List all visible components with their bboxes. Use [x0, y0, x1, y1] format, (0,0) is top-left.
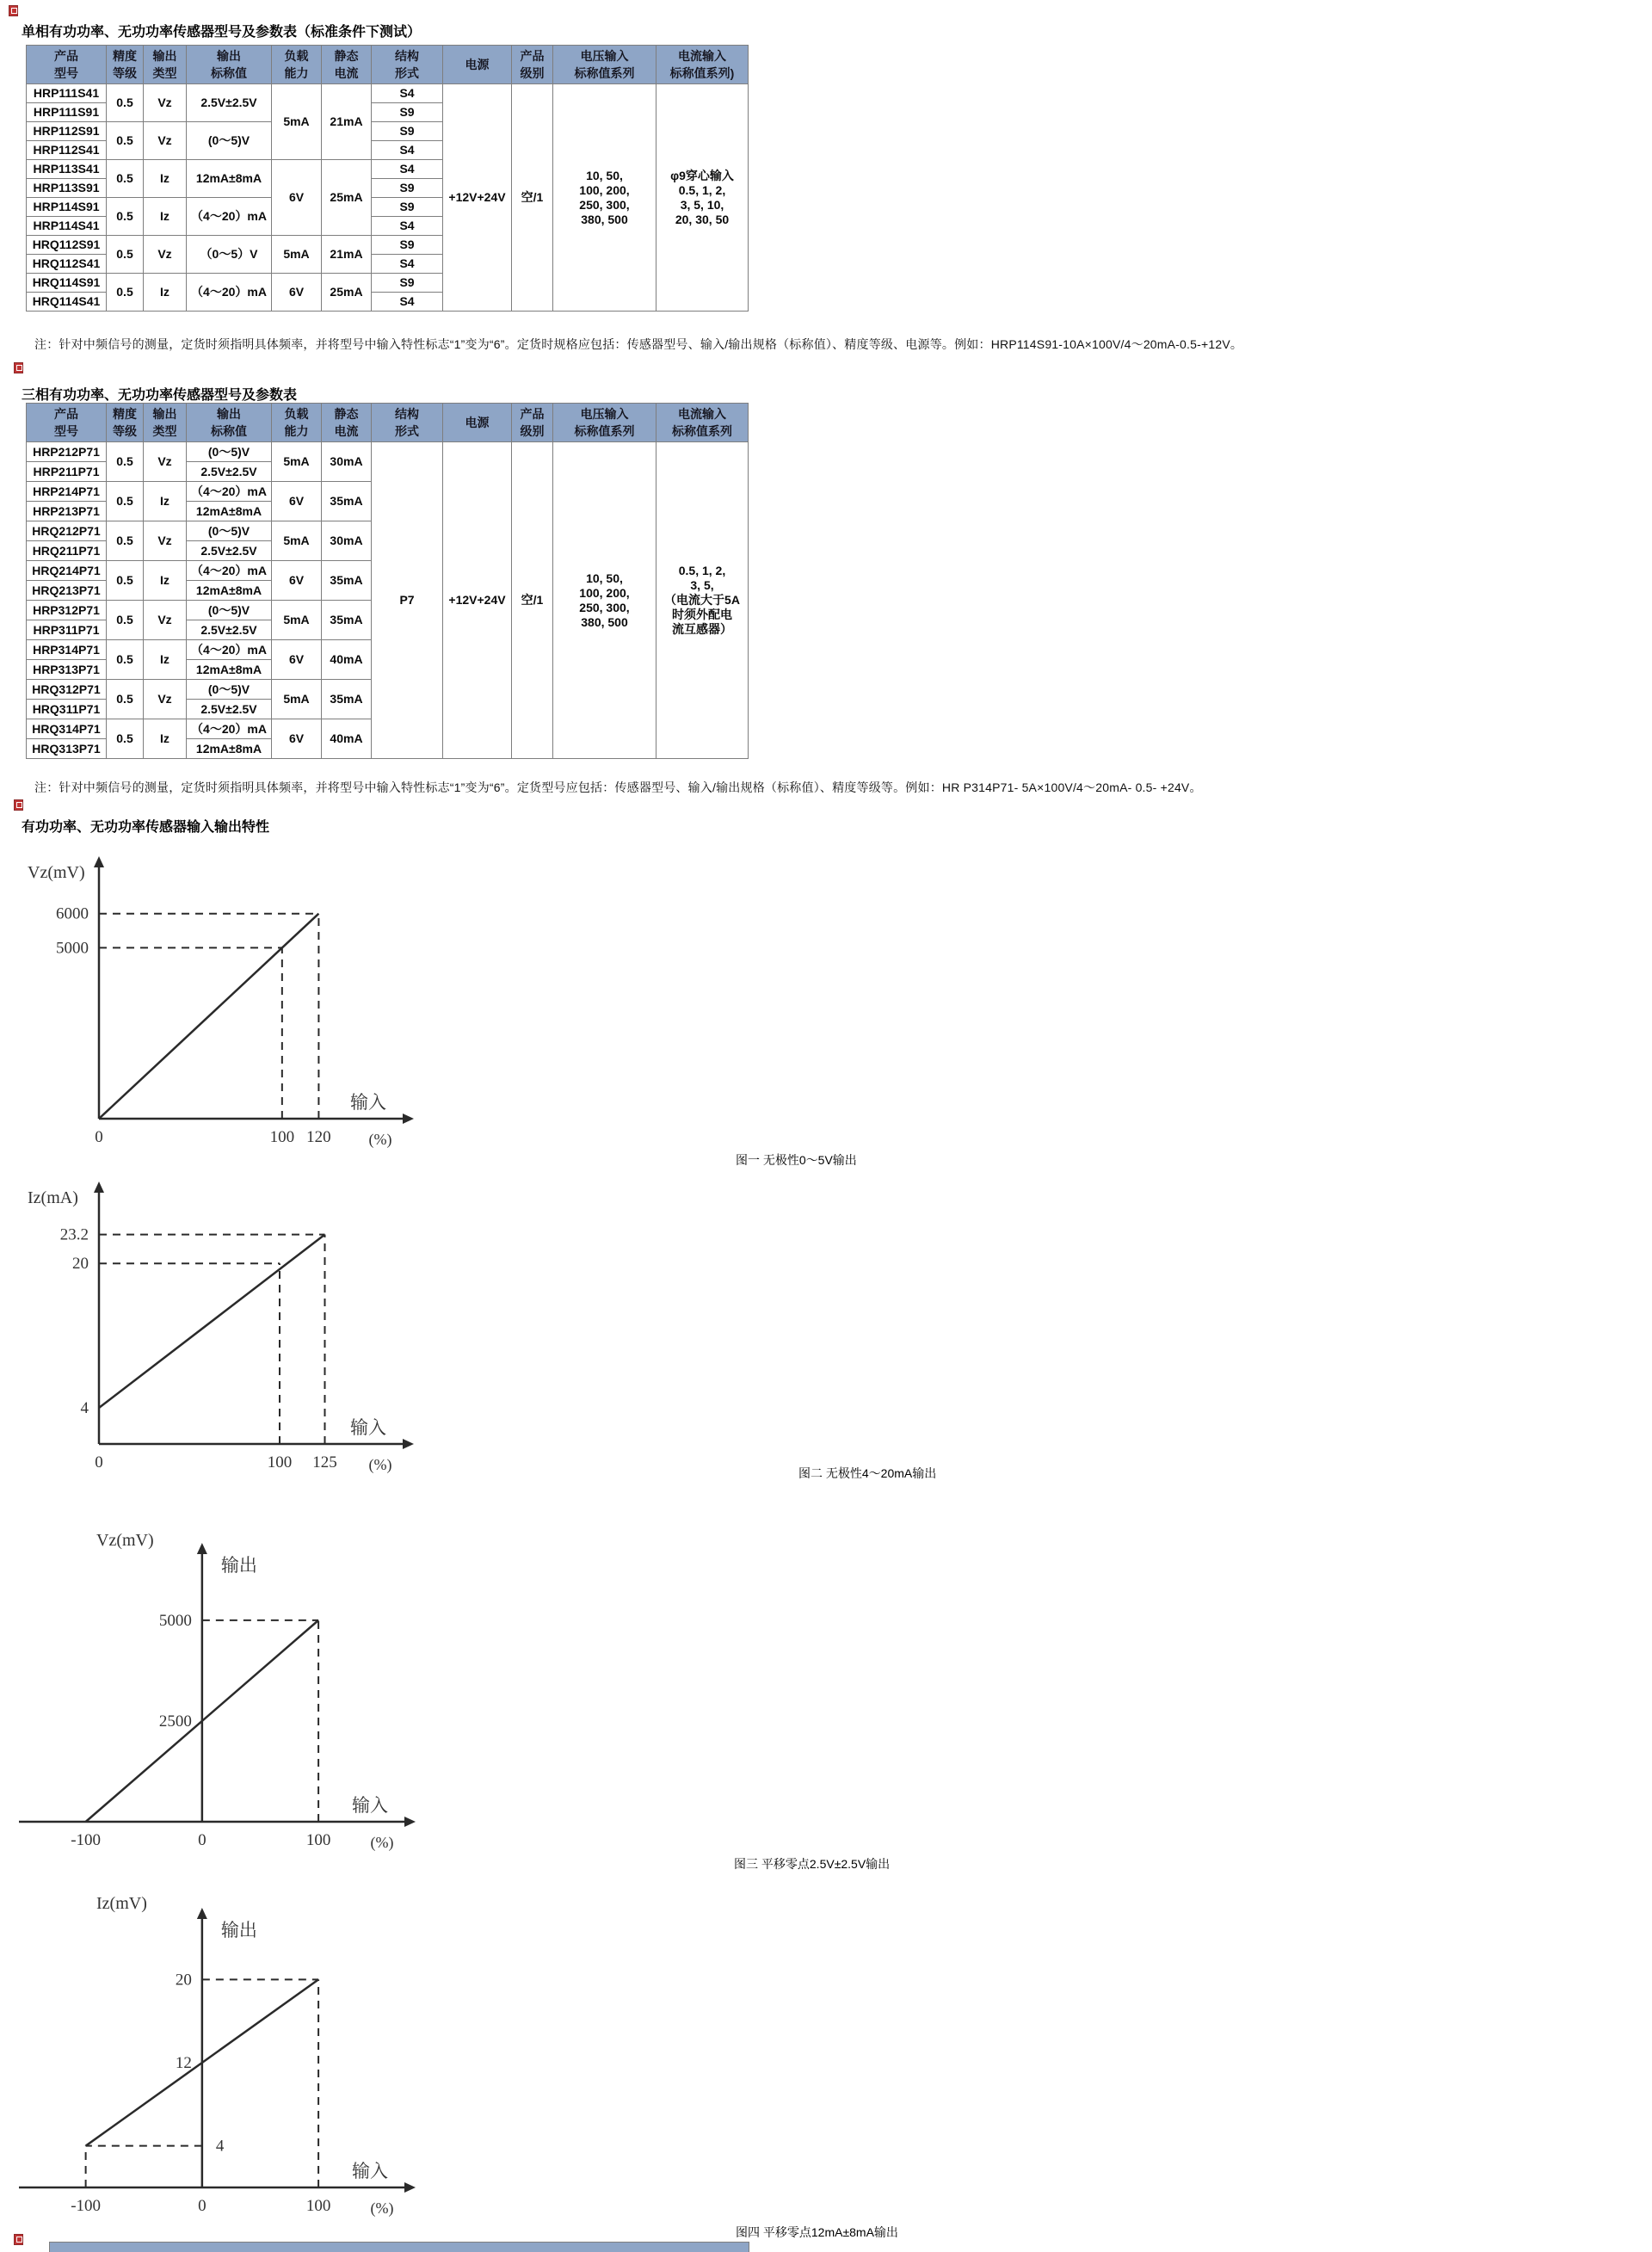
- table-cell: HRP211P71: [27, 462, 107, 482]
- table-cell: HRQ112S41: [27, 255, 107, 274]
- table-cell: （4～20）mA: [187, 561, 272, 581]
- table-cell: φ9穿心输入 0.5, 1, 2, 3, 5, 10, 20, 30, 50: [656, 84, 749, 312]
- table-cell: 35mA: [322, 601, 372, 640]
- svg-text:23.2: 23.2: [59, 1225, 89, 1244]
- table-cell: HRP114S91: [27, 198, 107, 217]
- table-cell: 0.5: [107, 640, 144, 680]
- column-header: 输出 类型: [144, 46, 187, 84]
- svg-text:100: 100: [305, 1831, 331, 1849]
- three-phase-table-title: 三相有功功率、无功功率传感器型号及参数表: [22, 388, 298, 403]
- red-marker-icon: [14, 2234, 23, 2245]
- table-cell: HRP111S41: [27, 84, 107, 103]
- table-cell: 5mA: [272, 601, 322, 640]
- svg-text:100: 100: [267, 1453, 293, 1472]
- figure-1-caption: 图一 无极性0～5V输出: [736, 1153, 857, 1167]
- red-marker-icon: [14, 799, 23, 811]
- column-header: 产品 级别: [512, 404, 553, 442]
- table-cell: 6V: [272, 561, 322, 601]
- column-header: 电流输入 标称值系列: [656, 404, 749, 442]
- table-cell: 5mA: [272, 521, 322, 561]
- table-cell: HRP113S91: [27, 179, 107, 198]
- table-cell: (0～5)V: [187, 680, 272, 700]
- table-cell: HRP314P71: [27, 640, 107, 660]
- table-cell: 10, 50, 100, 200, 250, 300, 380, 500: [553, 84, 656, 312]
- table-cell: HRQ214P71: [27, 561, 107, 581]
- svg-text:Vz(mV): Vz(mV): [96, 1531, 154, 1550]
- table-cell: （4～20）mA: [187, 482, 272, 502]
- column-header: 电流输入 标称值系列): [656, 46, 749, 84]
- table-cell: 0.5: [107, 236, 144, 274]
- column-header: 输出 类型: [144, 404, 187, 442]
- table-cell: （4～20）mA: [187, 640, 272, 660]
- table-cell: HRP111S91: [27, 103, 107, 122]
- figure-4-caption: 图四 平移零点12mA±8mA输出: [736, 2225, 898, 2239]
- table-cell: S9: [372, 198, 443, 217]
- table-cell: HRQ114S91: [27, 274, 107, 293]
- svg-text:0: 0: [95, 1453, 103, 1472]
- figure-3-chart: [17, 1516, 422, 1859]
- table-cell: 0.5: [107, 122, 144, 160]
- table-cell: S9: [372, 122, 443, 141]
- table-cell: +12V+24V: [443, 442, 512, 759]
- table-cell: (0～5)V: [187, 122, 272, 160]
- table-cell: 21mA: [322, 84, 372, 160]
- table-cell: HRP114S41: [27, 217, 107, 236]
- figure-4-chart: [17, 1878, 422, 2229]
- table-cell: 0.5: [107, 719, 144, 759]
- table-cell: HRP212P71: [27, 442, 107, 462]
- table-cell: 40mA: [322, 719, 372, 759]
- table-cell: Vz: [144, 122, 187, 160]
- table-cell: 2.5V±2.5V: [187, 462, 272, 482]
- table-cell: 0.5: [107, 274, 144, 312]
- column-header: 电压输入 标称值系列: [553, 404, 656, 442]
- table-cell: Vz: [144, 236, 187, 274]
- column-header: 输出 标称值: [187, 404, 272, 442]
- table-cell: HRP112S41: [27, 141, 107, 160]
- table-cell: Iz: [144, 482, 187, 521]
- table-cell: 0.5: [107, 680, 144, 719]
- table-cell: HRQ314P71: [27, 719, 107, 739]
- table-cell: 0.5: [107, 561, 144, 601]
- table-cell: 35mA: [322, 680, 372, 719]
- table-cell: Iz: [144, 640, 187, 680]
- table-cell: （4～20）mA: [187, 198, 272, 236]
- column-header: 产品 型号: [27, 46, 107, 84]
- table-cell: （4～20）mA: [187, 719, 272, 739]
- table-cell: Iz: [144, 198, 187, 236]
- table-cell: 5mA: [272, 442, 322, 482]
- table-cell: HRQ213P71: [27, 581, 107, 601]
- svg-text:输入: 输入: [350, 1417, 386, 1438]
- table-cell: Vz: [144, 601, 187, 640]
- single-phase-parameters-table: [26, 45, 749, 312]
- column-header: 负载 能力: [272, 404, 322, 442]
- table-cell: 30mA: [322, 442, 372, 482]
- table-cell: 2.5V±2.5V: [187, 541, 272, 561]
- three-phase-note: 注：针对中频信号的测量，定货时须指明具体频率，并将型号中输入特性标志“1”变为“6”。定货型号应包括：传感器型号、输入/输出规格（标称值）、精度等级等。例如：HR P314P71- 5A×100V/4～20mA- 0.5- +24V。: [34, 780, 1202, 794]
- table-cell: 12mA±8mA: [187, 739, 272, 759]
- table-cell: 25mA: [322, 160, 372, 236]
- svg-text:0: 0: [198, 2197, 206, 2215]
- svg-text:(%): (%): [370, 1834, 394, 1851]
- svg-text:(%): (%): [368, 1456, 392, 1473]
- table-cell: HRP213P71: [27, 502, 107, 521]
- svg-text:-100: -100: [71, 2197, 102, 2215]
- table-cell: HRP312P71: [27, 601, 107, 620]
- io-characteristics-heading: 有功功率、无功功率传感器输入输出特性: [22, 820, 270, 835]
- table-cell: 12mA±8mA: [187, 660, 272, 680]
- svg-text:输出: 输出: [220, 1920, 257, 1940]
- column-header: 产品 型号: [27, 404, 107, 442]
- figure-2-chart: [26, 1169, 430, 1491]
- table-cell: S4: [372, 255, 443, 274]
- table-cell: 40mA: [322, 640, 372, 680]
- table-cell: S9: [372, 179, 443, 198]
- svg-text:输入: 输入: [352, 2161, 388, 2181]
- table-cell: HRP113S41: [27, 160, 107, 179]
- column-header: 结构 形式: [372, 404, 443, 442]
- table-row: [27, 442, 749, 462]
- table-cell: 0.5, 1, 2, 3, 5, （电流大于5A 时须外配电 流互感器）: [656, 442, 749, 759]
- table-cell: 35mA: [322, 561, 372, 601]
- table-cell: +12V+24V: [443, 84, 512, 312]
- table-cell: S4: [372, 293, 443, 312]
- table-cell: 0.5: [107, 442, 144, 482]
- svg-text:0: 0: [198, 1831, 206, 1849]
- single-phase-note: 注：针对中频信号的测量，定货时须指明具体频率，并将型号中输入特性标志“1”变为“6”。定货时规格应包括：传感器型号、输入/输出规格（标称值）、精度等级、电源等。例如：HRP114S91-10A×100V/4～20mA-0.5-+12V。: [34, 337, 1243, 351]
- table-cell: 35mA: [322, 482, 372, 521]
- table-cell: 5mA: [272, 236, 322, 274]
- column-header: 电源: [443, 404, 512, 442]
- svg-text:4: 4: [80, 1399, 89, 1418]
- table-cell: 30mA: [322, 521, 372, 561]
- table-cell: (0～5)V: [187, 442, 272, 462]
- table-cell: HRP313P71: [27, 660, 107, 680]
- svg-text:6000: 6000: [56, 904, 89, 923]
- figure-1-chart: [26, 845, 430, 1165]
- svg-text:输入: 输入: [352, 1795, 388, 1816]
- figure-2-caption: 图二 无极性4～20mA输出: [798, 1466, 937, 1480]
- svg-text:2500: 2500: [158, 1712, 192, 1731]
- table-cell: 10, 50, 100, 200, 250, 300, 380, 500: [553, 442, 656, 759]
- three-phase-parameters-table: [26, 403, 749, 759]
- table-cell: Iz: [144, 274, 187, 312]
- table-cell: P7: [372, 442, 443, 759]
- svg-text:(%): (%): [368, 1131, 392, 1148]
- single-phase-table-title: 单相有功功率、无功功率传感器型号及参数表（标准条件下测试）: [22, 25, 422, 40]
- column-header: 产品 级别: [512, 46, 553, 84]
- svg-text:20: 20: [72, 1255, 89, 1274]
- table-cell: HRQ212P71: [27, 521, 107, 541]
- svg-text:Iz(mA): Iz(mA): [28, 1188, 78, 1207]
- table-cell: S4: [372, 84, 443, 103]
- table-cell: 空/1: [512, 84, 553, 312]
- table-cell: 21mA: [322, 236, 372, 274]
- table-cell: 12mA±8mA: [187, 581, 272, 601]
- table-cell: HRQ313P71: [27, 739, 107, 759]
- svg-text:125: 125: [312, 1453, 337, 1472]
- table-cell: 0.5: [107, 482, 144, 521]
- table-cell: 6V: [272, 274, 322, 312]
- table-cell: 0.5: [107, 521, 144, 561]
- column-header: 精度 等级: [107, 46, 144, 84]
- column-header: 电源: [443, 46, 512, 84]
- column-header: 结构 形式: [372, 46, 443, 84]
- table-row: [27, 84, 749, 103]
- table-cell: （4～20）mA: [187, 274, 272, 312]
- table-cell: HRQ114S41: [27, 293, 107, 312]
- table-cell: 0.5: [107, 160, 144, 198]
- svg-text:输入: 输入: [350, 1092, 386, 1113]
- table-cell: S9: [372, 274, 443, 293]
- table-cell: 空/1: [512, 442, 553, 759]
- table-cell: 6V: [272, 160, 322, 236]
- svg-text:100: 100: [269, 1128, 295, 1146]
- column-header: 电压输入 标称值系列: [553, 46, 656, 84]
- figure-3-caption: 图三 平移零点2.5V±2.5V输出: [734, 1857, 891, 1871]
- svg-text:4: 4: [215, 2137, 225, 2156]
- table-cell: Iz: [144, 160, 187, 198]
- table-cell: S4: [372, 141, 443, 160]
- table-cell: Vz: [144, 442, 187, 482]
- svg-text:100: 100: [305, 2197, 331, 2215]
- column-header: 输出 标称值: [187, 46, 272, 84]
- table-cell: HRP112S91: [27, 122, 107, 141]
- table-cell: HRQ112S91: [27, 236, 107, 255]
- table-cell: Iz: [144, 561, 187, 601]
- svg-text:5000: 5000: [56, 939, 89, 958]
- table-cell: （0～5）V: [187, 236, 272, 274]
- next-table-header-edge: [49, 2242, 749, 2252]
- table-cell: S4: [372, 217, 443, 236]
- svg-text:20: 20: [175, 1971, 192, 1990]
- table-cell: 5mA: [272, 84, 322, 160]
- column-header: 静态 电流: [322, 404, 372, 442]
- table-cell: S9: [372, 103, 443, 122]
- table-cell: 12mA±8mA: [187, 502, 272, 521]
- table-cell: 2.5V±2.5V: [187, 700, 272, 719]
- table-cell: HRQ211P71: [27, 541, 107, 561]
- table-cell: 6V: [272, 719, 322, 759]
- red-marker-icon: [14, 362, 23, 373]
- svg-text:0: 0: [95, 1128, 103, 1146]
- column-header: 静态 电流: [322, 46, 372, 84]
- svg-text:输出: 输出: [220, 1555, 257, 1576]
- svg-text:-100: -100: [71, 1831, 102, 1849]
- svg-text:Iz(mV): Iz(mV): [96, 1894, 147, 1913]
- table-cell: 25mA: [322, 274, 372, 312]
- table-cell: 0.5: [107, 198, 144, 236]
- table-cell: HRQ311P71: [27, 700, 107, 719]
- column-header: 负载 能力: [272, 46, 322, 84]
- table-cell: 12mA±8mA: [187, 160, 272, 198]
- svg-text:Vz(mV): Vz(mV): [28, 863, 85, 882]
- table-cell: 0.5: [107, 84, 144, 122]
- table-cell: (0～5)V: [187, 601, 272, 620]
- table-cell: 6V: [272, 640, 322, 680]
- table-cell: Vz: [144, 84, 187, 122]
- table-cell: (0～5)V: [187, 521, 272, 541]
- table-cell: 5mA: [272, 680, 322, 719]
- table-cell: HRP214P71: [27, 482, 107, 502]
- table-cell: HRP311P71: [27, 620, 107, 640]
- table-cell: Vz: [144, 680, 187, 719]
- table-cell: 2.5V±2.5V: [187, 620, 272, 640]
- table-cell: Iz: [144, 719, 187, 759]
- column-header: 精度 等级: [107, 404, 144, 442]
- svg-text:5000: 5000: [158, 1611, 192, 1630]
- table-cell: 6V: [272, 482, 322, 521]
- table-cell: HRQ312P71: [27, 680, 107, 700]
- svg-text:120: 120: [306, 1128, 331, 1146]
- red-marker-icon: [9, 5, 18, 16]
- table-cell: 0.5: [107, 601, 144, 640]
- svg-text:(%): (%): [370, 2200, 394, 2217]
- svg-text:12: 12: [175, 2054, 192, 2073]
- table-cell: S4: [372, 160, 443, 179]
- table-cell: S9: [372, 236, 443, 255]
- table-cell: 2.5V±2.5V: [187, 84, 272, 122]
- table-cell: Vz: [144, 521, 187, 561]
